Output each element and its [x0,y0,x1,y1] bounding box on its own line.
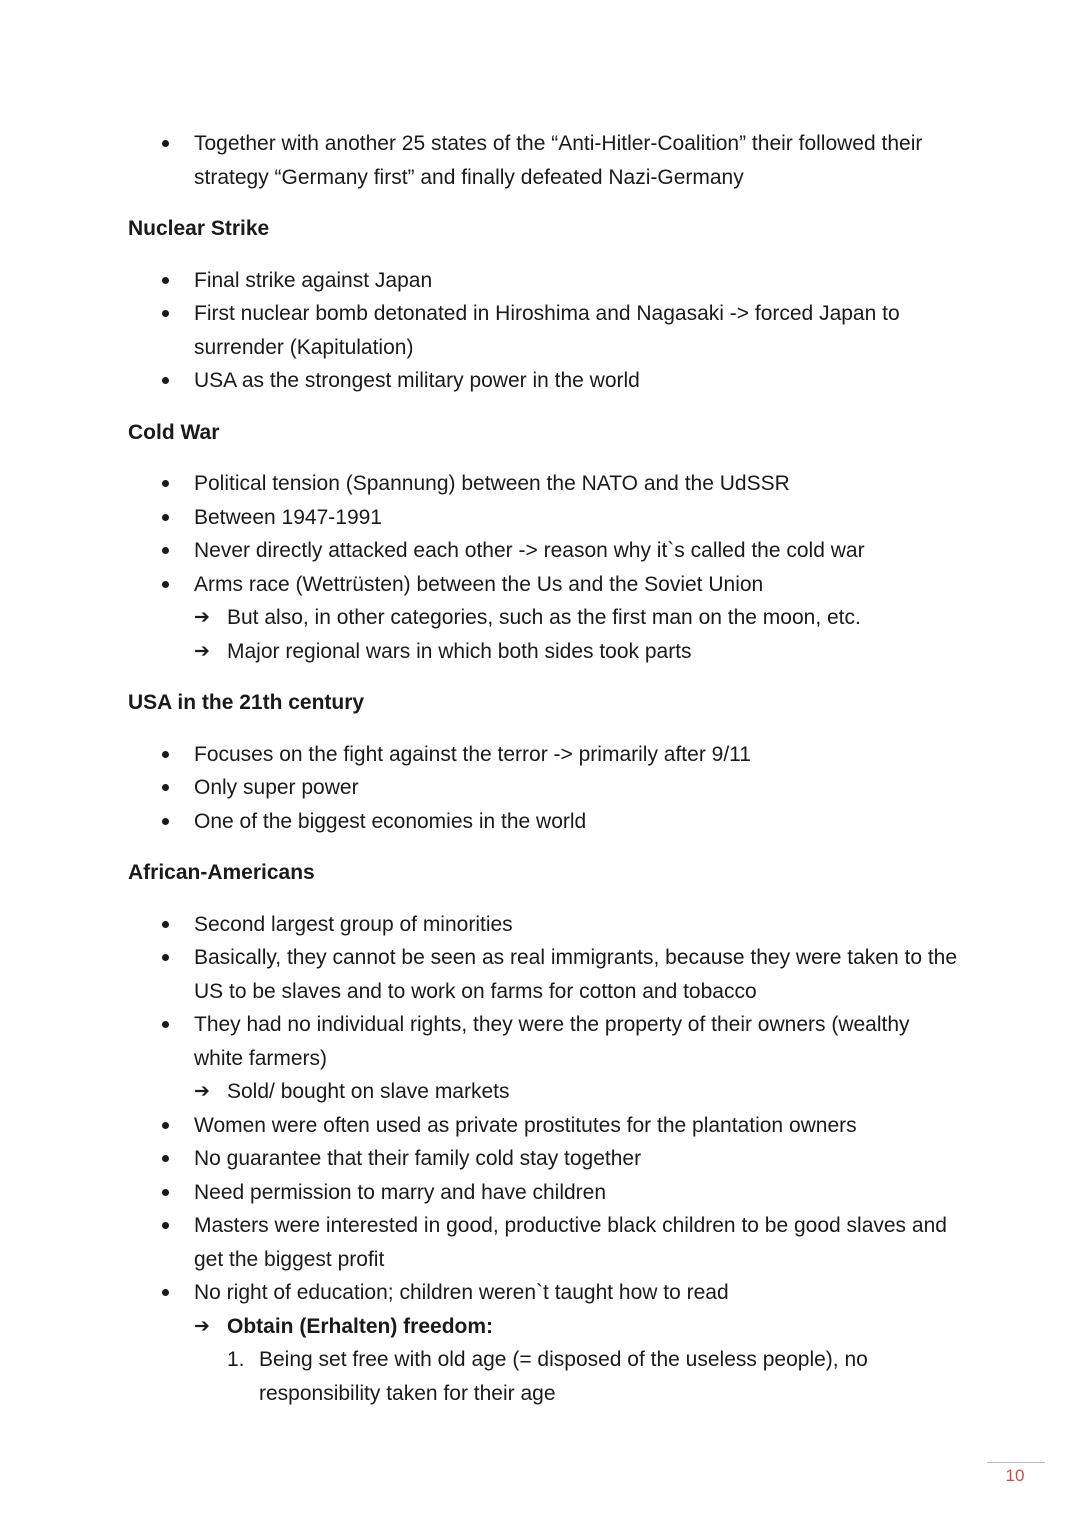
list-item: No right of education; children weren`t taught how to read [128,1276,958,1310]
numbered-item [128,1343,958,1410]
usa21-list [128,738,958,839]
list-item: USA as the strongest military power in the world [128,364,958,398]
list-item: One of the biggest economies in the world [128,805,958,839]
list-item: Arms race (Wettrüsten) between the Us and the Soviet Union [128,568,958,602]
arrow-item-text: But also, in other categories, such as the first man on the moon, etc. [227,606,861,629]
section-heading-usa-21th-century: USA in the 21th century [128,691,365,714]
footer-divider [987,1462,1045,1463]
arrow-item [128,1075,958,1109]
intro-list [128,127,958,194]
section-heading-cold-war: Cold War [128,420,220,444]
arrow-item-text: Major regional wars in which both sides took parts [227,639,692,663]
list-item: Women were often used as private prostitutes for the plantation owners [128,1109,958,1143]
african-arrow-list-1 [128,1075,958,1109]
list-item: Need permission to marry and have children [128,1176,958,1210]
arrow-item-text: Sold/ bought on slave markets [227,1080,510,1103]
african-arrow-list-2 [128,1310,958,1344]
list-item: Political tension (Spannung) between the NATO and the UdSSR [128,467,958,501]
arrow-item-text: Obtain (Erhalten) freedom: [227,1314,494,1338]
african-list-1 [128,908,958,1076]
page-content [128,127,958,1410]
arrow-icon: ➔ [194,1315,210,1337]
nuclear-list [128,264,958,398]
item-number: 1. [227,1348,245,1371]
list-item: Basically, they cannot be seen as real immigrants, because they were taken to the US to be slaves and to work on farms for cotton and tobacco [128,941,958,1008]
list-item: Never directly attacked each other -> reason why it`s called the cold war [128,534,958,568]
list-item: Only super power [128,771,958,805]
page-number: 10 [1005,1466,1025,1485]
arrow-item [128,635,958,669]
arrow-item [128,601,958,635]
arrow-icon: ➔ [194,640,210,662]
cold-war-arrow-list [128,601,958,668]
list-item: No guarantee that their family cold stay together [128,1142,958,1176]
african-list-2 [128,1109,958,1310]
list-item: Final strike against Japan [128,264,958,298]
numbered-item-text: Being set free with old age (= disposed of the useless people), no responsibility taken for their age [259,1348,868,1405]
list-item: First nuclear bomb detonated in Hiroshima and Nagasaki -> forced Japan to surrender (Kapitulation) [128,297,958,364]
cold-war-list [128,467,958,601]
arrow-icon: ➔ [194,607,210,628]
list-item: Together with another 25 states of the “Anti-Hitler-Coalition” their followed their strategy “Germany first” and finally defeated Nazi-Germany [128,127,958,194]
list-item: They had no individual rights, they were the property of their owners (wealthy white farmers) [128,1008,958,1075]
list-item: Masters were interested in good, productive black children to be good slaves and get the biggest profit [128,1209,958,1276]
section-heading-nuclear-strike: Nuclear Strike [128,217,270,240]
list-item: Second largest group of minorities [128,908,958,942]
freedom-numbered-list [128,1343,958,1410]
list-item: Between 1947-1991 [128,501,958,535]
arrow-item [128,1310,958,1344]
arrow-icon: ➔ [194,1081,210,1102]
list-item: Focuses on the fight against the terror -> primarily after 9/11 [128,738,958,772]
section-heading-african-americans: African-Americans [128,861,315,884]
